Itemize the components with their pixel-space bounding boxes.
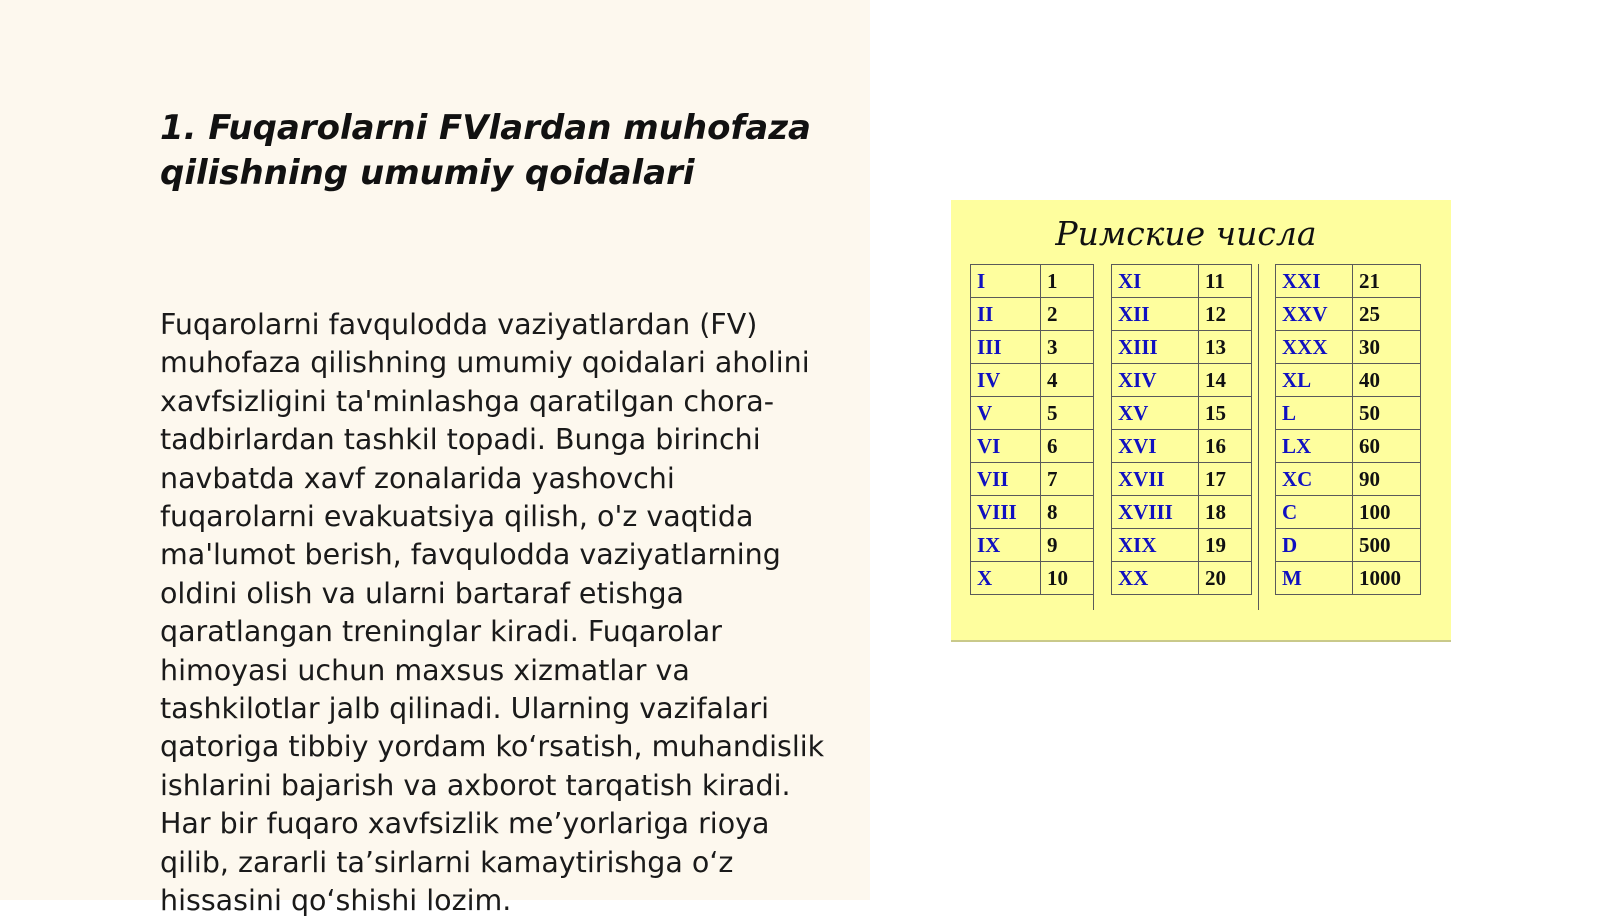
roman-numeral-cell: XVI	[1112, 430, 1199, 463]
table-row	[971, 463, 1094, 496]
roman-numeral-cell: L	[1276, 397, 1353, 430]
table-row	[1112, 463, 1252, 496]
table-row	[1276, 529, 1421, 562]
table-row	[1276, 496, 1421, 529]
table-row	[971, 364, 1094, 397]
table-row	[1112, 529, 1252, 562]
arabic-number-cell: 40	[1353, 364, 1421, 397]
roman-numeral-cell: V	[971, 397, 1041, 430]
roman-numeral-cell: D	[1276, 529, 1353, 562]
arabic-number-cell: 7	[1041, 463, 1094, 496]
arabic-number-cell: 6	[1041, 430, 1094, 463]
roman-table-col-1	[970, 264, 1094, 595]
roman-numeral-cell: VII	[971, 463, 1041, 496]
arabic-number-cell: 2	[1041, 298, 1094, 331]
slide-title: 1. Fuqarolarni FVlardan muhofaza qilishning umumiy qoidalari	[160, 108, 811, 193]
arabic-number-cell: 500	[1353, 529, 1421, 562]
table-row	[1276, 397, 1421, 430]
roman-numeral-cell: XV	[1112, 397, 1199, 430]
table-row	[971, 529, 1094, 562]
arabic-number-cell: 17	[1199, 463, 1252, 496]
table-row	[1276, 430, 1421, 463]
roman-numeral-cell: XII	[1112, 298, 1199, 331]
table-row	[1112, 397, 1252, 430]
roman-numeral-cell: XX	[1112, 562, 1199, 595]
table-row	[971, 397, 1094, 430]
column-separator	[1258, 264, 1259, 610]
roman-numeral-cell: M	[1276, 562, 1353, 595]
roman-numeral-cell: III	[971, 331, 1041, 364]
table-row	[1276, 298, 1421, 331]
arabic-number-cell: 50	[1353, 397, 1421, 430]
arabic-number-cell: 19	[1199, 529, 1252, 562]
roman-numeral-cell: XL	[1276, 364, 1353, 397]
table-row	[1112, 430, 1252, 463]
roman-numeral-cell: VI	[971, 430, 1041, 463]
arabic-number-cell: 100	[1353, 496, 1421, 529]
arabic-number-cell: 1	[1041, 265, 1094, 298]
arabic-number-cell: 20	[1199, 562, 1252, 595]
table-row	[971, 298, 1094, 331]
arabic-number-cell: 10	[1041, 562, 1094, 595]
arabic-number-cell: 25	[1353, 298, 1421, 331]
roman-numeral-cell: II	[971, 298, 1041, 331]
table-row	[1112, 265, 1252, 298]
roman-numeral-cell: C	[1276, 496, 1353, 529]
arabic-number-cell: 60	[1353, 430, 1421, 463]
roman-numeral-cell: XIV	[1112, 364, 1199, 397]
roman-numeral-cell: XIII	[1112, 331, 1199, 364]
table-row	[1276, 331, 1421, 364]
arabic-number-cell: 13	[1199, 331, 1252, 364]
roman-numeral-cell: LX	[1276, 430, 1353, 463]
arabic-number-cell: 15	[1199, 397, 1252, 430]
table-row	[1112, 562, 1252, 595]
table-row	[1276, 463, 1421, 496]
roman-numeral-cell: IV	[971, 364, 1041, 397]
arabic-number-cell: 3	[1041, 331, 1094, 364]
roman-numeral-cell: X	[971, 562, 1041, 595]
arabic-number-cell: 12	[1199, 298, 1252, 331]
arabic-number-cell: 30	[1353, 331, 1421, 364]
arabic-number-cell: 9	[1041, 529, 1094, 562]
table-row	[971, 265, 1094, 298]
roman-numeral-cell: XXI	[1276, 265, 1353, 298]
table-row	[1276, 364, 1421, 397]
arabic-number-cell: 21	[1353, 265, 1421, 298]
arabic-number-cell: 14	[1199, 364, 1252, 397]
arabic-number-cell: 11	[1199, 265, 1252, 298]
table-row	[1112, 496, 1252, 529]
table-row	[971, 331, 1094, 364]
roman-table-col-3	[1275, 264, 1421, 595]
roman-table-col-2	[1111, 264, 1252, 595]
roman-numeral-cell: I	[971, 265, 1041, 298]
table-row	[1112, 331, 1252, 364]
slide-body-text: Fuqarolarni favqulodda vaziyatlardan (FV) muhofaza qilishning umumiy qoidalari aholini xavfsizligini ta'minlashga qaratilgan chora-tadbirlardan tashkil topadi. Bunga birinchi navbatda xavf zonalarida yashovchi fuqarolarni evakuatsiya qilish, o'z vaqtida ma'lumot berish, favqulodda vaziyatlarning oldini olish va ularni bartaraf etishga qaratlangan treninglar kiradi. Fuqarolar himoyasi uchun maxsus xizmatlar va tashkilotlar jalb qilinadi. Ularning vazifalari qatoriga tibbiy yordam ko‘rsatish, muhandislik ishlarini bajarish va axborot tarqatish kiradi. Har bir fuqaro xavfsizlik me’yorlariga rioya qilib, zararli ta’sirlarni kamaytirishga o‘z hissasini qo‘shishi lozim.	[160, 308, 825, 918]
table-row	[971, 430, 1094, 463]
image-title: Римские числа	[1055, 214, 1317, 253]
arabic-number-cell: 5	[1041, 397, 1094, 430]
table-row	[1276, 265, 1421, 298]
roman-numeral-cell: XXV	[1276, 298, 1353, 331]
roman-numeral-cell: XC	[1276, 463, 1353, 496]
roman-numeral-cell: IX	[971, 529, 1041, 562]
arabic-number-cell: 18	[1199, 496, 1252, 529]
table-row	[1276, 562, 1421, 595]
table-row	[971, 496, 1094, 529]
arabic-number-cell: 90	[1353, 463, 1421, 496]
arabic-number-cell: 8	[1041, 496, 1094, 529]
arabic-number-cell: 16	[1199, 430, 1252, 463]
roman-numeral-cell: XIX	[1112, 529, 1199, 562]
arabic-number-cell: 1000	[1353, 562, 1421, 595]
table-row	[1112, 364, 1252, 397]
roman-numerals-image	[951, 200, 1451, 642]
roman-numeral-cell: XVIII	[1112, 496, 1199, 529]
roman-numeral-cell: VIII	[971, 496, 1041, 529]
roman-numeral-cell: XI	[1112, 265, 1199, 298]
roman-numeral-cell: XVII	[1112, 463, 1199, 496]
arabic-number-cell: 4	[1041, 364, 1094, 397]
roman-numeral-cell: XXX	[1276, 331, 1353, 364]
table-row	[971, 562, 1094, 595]
table-row	[1112, 298, 1252, 331]
